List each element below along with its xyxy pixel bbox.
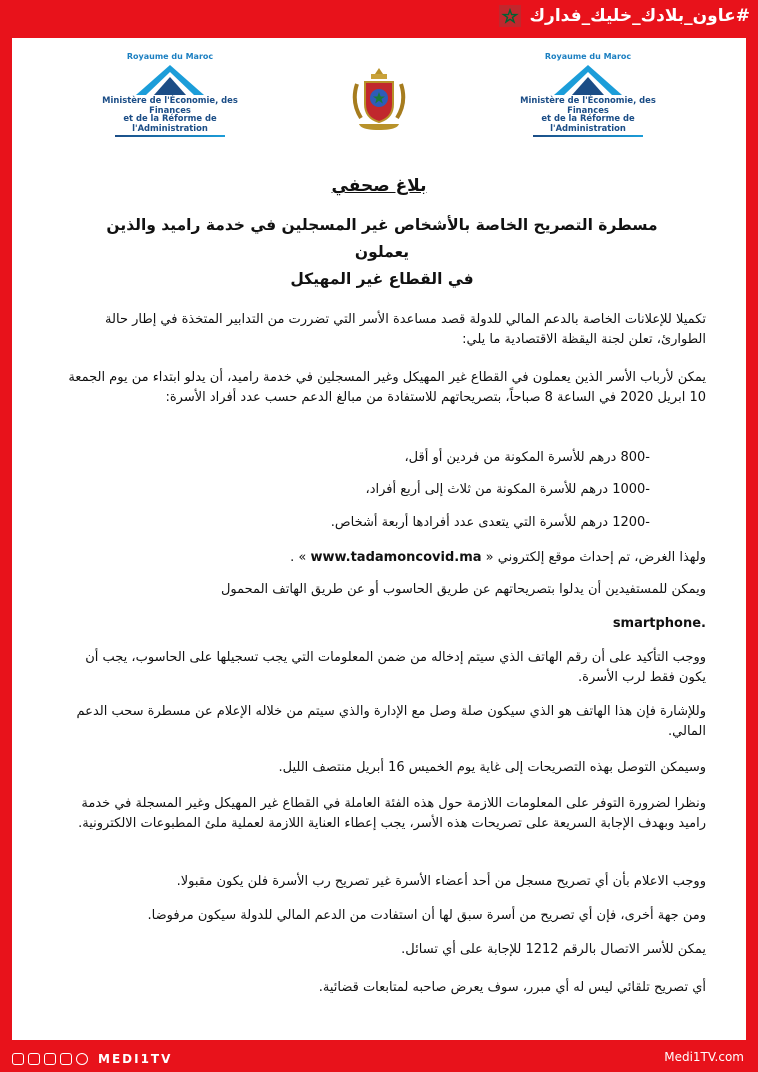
ministry-emblem-icon [130,63,210,97]
twitter-icon[interactable] [60,1053,72,1065]
press-release-subtitle [102,212,662,293]
footer-social [12,1052,172,1066]
ministry-name-line1: Ministère de l'Économie, des Finances [520,95,656,115]
subtitle-line2: في القطاع غير المهيكل [290,270,474,288]
press-release-title: بلاغ صحفي [331,176,427,196]
smartphone-word [56,614,706,634]
paragraph-intro: تكميلا للإعلانات الخاصة بالدعم المالي للدولة قصد مساعدة الأسر التي تضررت من التدابير المتخذة في إطار حالة الطوارئ، تعلن لجنة اليقظة الاقتصادية ما يلي: [105,312,706,347]
logo-underline [533,135,643,137]
paragraph-link: وللإشارة فإن هذا الهاتف هو الذي سيكون صلة وصل مع الإدارة والذي سيتم من خلاله الإعلام عن مسطرة سحب الدعم المالي. [76,704,706,739]
ministry-name-line1: Ministère de l'Économie, des Finances [102,95,238,115]
footer-brand: MEDI1TV [98,1052,173,1066]
bullet-1000: -1000 درهم للأسرة المكونة من ثلاث إلى أربع أفراد، [365,482,650,497]
youtube-icon[interactable] [44,1053,56,1065]
paragraph-hotline: يمكن للأسر الاتصال بالرقم 1212 للإجابة على أي تسائل. [401,942,706,957]
smartphone-text: smartphone. [612,616,706,631]
hashtag-banner [489,0,758,32]
play-icon[interactable] [12,1053,24,1065]
paragraph-head-of-family: ووجب الاعلام بأن أي تصريح مسجل من أحد أعضاء الأسرة غير تصريح رب الأسرة فلن يكون مقبولا. [176,874,706,889]
royal-coat-of-arms-icon [347,64,411,136]
paragraph-phone: ووجب التأكيد على أن رقم الهاتف الذي سيتم إدخاله من ضمن المعلومات التي يجب تسجيلها على الحاسوب، يجب أن يكون فقط لرب الأسرة. [85,650,706,685]
paragraph-devices: ويمكن للمستفيدين أن يدلوا بتصريحاتهم عن طريق الحاسوب أو عن طريق الهاتف المحمول [220,582,706,597]
ministry-emblem-icon [548,63,628,97]
logo-underline [115,135,225,137]
bullet-1200: -1200 درهم للأسرة التي يتعدى عدد أفرادها أربعة أشخاص. [330,515,650,530]
paragraph-eligibility: يمكن لأرباب الأسر الذين يعملون في القطاع غير المهيكل وغير المسجلين في خدمة راميد، أن يدلو ابتداء من يوم الجمعة 10 ابريل 2020 في الساعة 8 صباحاً، بتصريحاتهم للاستفادة من مبالغ الدعم حسب عدد أفراد الأسرة: [68,370,706,405]
ministry-name-line2: et de la Réforme de l'Administration [123,113,217,133]
morocco-flag-icon [499,5,521,27]
website-intro: ولهذا الغرض، تم إحداث موقع إلكتروني « [485,550,706,565]
instagram-icon[interactable] [76,1053,88,1065]
kingdom-label: Royaume du Maroc [544,52,632,61]
press-release-page [12,38,746,1040]
website-end: » . [290,550,307,565]
footer-site[interactable]: Medi1TV.com [664,1050,744,1064]
facebook-icon[interactable] [28,1053,40,1065]
bullet-800: -800 درهم للأسرة المكونة من فردين أو أقل، [404,450,650,465]
subtitle-line1: مسطرة التصريح الخاصة بالأشخاص غير المسجلين في خدمة راميد والذين يعملون [106,216,658,261]
paragraph-deadline: وسيمكن التوصل بهذه التصريحات إلى غاية يوم الخميس 16 أبريل منتصف الليل. [278,760,706,775]
paragraph-care: ونظرا لضرورة التوفر على المعلومات اللازمة حول هذه الفئة العاملة في القطاع غير المهيكل وغير المسجلة في خدمة راميد وبهدف الإجابة السريعة على تصريحات هذه الأسر، يجب إعطاء العناية اللازمة لعملية ملئ المطبوعات الالكترونية. [78,796,706,831]
ministry-name-line2: et de la Réforme de l'Administration [541,113,635,133]
ministry-logo-right [508,52,668,137]
kingdom-label: Royaume du Maroc [126,52,214,61]
ministry-logo-left [90,52,250,137]
hashtag-text: #عاون_بلادك_خليك_فدارك [529,6,750,26]
paragraph-legal: أي تصريح تلقائي ليس له أي مبرر، سوف يعرض صاحبه لمتابعات قضائية. [318,980,706,995]
paragraph-rejected: ومن جهة أخرى، فإن أي تصريح من أسرة سبق لها أن استفادت من الدعم المالي للدولة سيكون مرفوضا. [147,908,706,923]
website-link[interactable]: www.tadamoncovid.ma [310,550,482,565]
paragraph-website [56,548,706,568]
